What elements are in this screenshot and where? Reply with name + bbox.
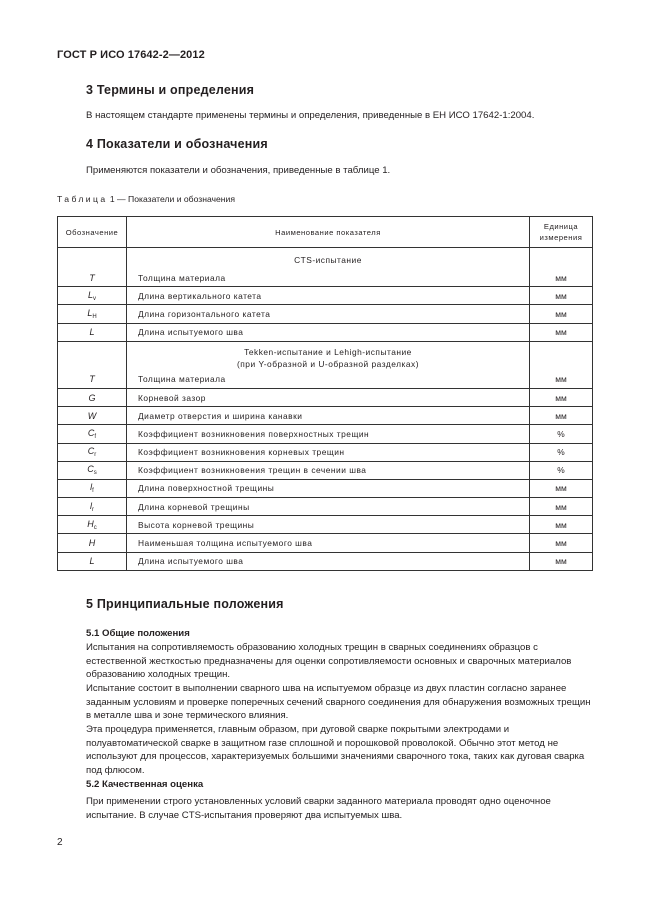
header-name: Наименование показателя xyxy=(127,217,530,248)
table-row xyxy=(58,388,593,406)
section-3-title: 3 Термины и определения xyxy=(86,83,255,97)
table-row xyxy=(58,425,593,443)
section-5-title: 5 Принципиальные положения xyxy=(86,597,284,611)
row-unit: мм xyxy=(530,305,593,323)
row-unit: % xyxy=(530,425,593,443)
row-unit: мм xyxy=(530,407,593,425)
row-unit: мм xyxy=(530,552,593,570)
row-symbol: $L_H$ xyxy=(58,305,127,323)
table-caption-word: Таблица xyxy=(57,194,108,204)
table-row xyxy=(58,498,593,516)
row-unit: мм xyxy=(530,287,593,305)
group-row-tekken xyxy=(58,341,593,371)
group-title-line2: (при Y-образной и U-образной разделках) xyxy=(236,358,420,369)
row-symbol: $l_f$ xyxy=(58,479,127,497)
table-body xyxy=(58,248,593,571)
row-symbol: H xyxy=(58,534,127,552)
section-3-text: В настоящем стандарте применены термины и определения, приведенные в ЕН ИСО 17642-1:2004. xyxy=(86,110,535,121)
group-row-cts xyxy=(58,248,593,270)
row-symbol: T xyxy=(58,269,127,287)
group-title-line1: Tekken-испытание и Lehigh-испытание xyxy=(244,346,412,357)
row-unit: % xyxy=(530,461,593,479)
row-name: Толщина материала xyxy=(127,371,530,389)
section-5-1-p3: Эта процедура применяется, главным образом, при дуговой сварке покрытыми электродами и полуавтоматической сварке в защитном газе сплошной и порошковой проволокой. Обычно этот метод не используют для процессов, характеризуемых большими значениями сварочного тока, таких как дуговая сварка под флюсом. xyxy=(86,724,585,776)
table-row xyxy=(58,534,593,552)
row-symbol: $l_r$ xyxy=(58,498,127,516)
section-5-1-p2: Испытание состоит в выполнении сварного шва на испытуемом образце из двух пластин согласно заранее заданным условиям и проверке поперечных сечений сварного соединения для обнаружения возможных трещин в металле шва и зоне термического влияния. xyxy=(86,683,591,722)
row-unit: мм xyxy=(530,479,593,497)
row-unit: мм xyxy=(530,269,593,287)
row-unit: мм xyxy=(530,534,593,552)
group-title-cts: CTS-испытание xyxy=(127,248,530,270)
document-header: ГОСТ Р ИСО 17642-2—2012 xyxy=(57,49,205,61)
row-name: Длина корневой трещины xyxy=(127,498,530,516)
row-name: Толщина материала xyxy=(127,269,530,287)
table-row xyxy=(58,371,593,389)
header-symbol: Обозначение xyxy=(58,217,127,248)
page-number: 2 xyxy=(57,837,63,848)
row-name: Корневой зазор xyxy=(127,388,530,406)
row-unit: % xyxy=(530,443,593,461)
table-row xyxy=(58,269,593,287)
section-4-text: Применяются показатели и обозначения, приведенные в таблице 1. xyxy=(86,165,391,176)
row-symbol: $H_c$ xyxy=(58,516,127,534)
table-row xyxy=(58,305,593,323)
row-name: Диаметр отверстия и ширина канавки xyxy=(127,407,530,425)
row-symbol: W xyxy=(58,407,127,425)
section-5-2-p1: При применении строго установленных условий сварки заданного материала проводят одно оценочное испытание. В случае CTS-испытания проверяют два испытуемых шва. xyxy=(86,796,551,821)
row-unit: мм xyxy=(530,371,593,389)
row-name: Высота корневой трещины xyxy=(127,516,530,534)
table-caption-text: 1 — Показатели и обозначения xyxy=(109,194,235,204)
group-title-tekken xyxy=(127,341,530,371)
row-name: Длина испытуемого шва xyxy=(127,323,530,341)
section-5-1-title: 5.1 Общие положения xyxy=(86,628,190,639)
section-4-title: 4 Показатели и обозначения xyxy=(86,137,268,151)
table-row xyxy=(58,479,593,497)
row-unit: мм xyxy=(530,516,593,534)
row-symbol: L xyxy=(58,323,127,341)
row-symbol: $C_f$ xyxy=(58,425,127,443)
table-row xyxy=(58,323,593,341)
row-name: Коэффициент возникновения корневых трещин xyxy=(127,443,530,461)
row-symbol: $L_v$ xyxy=(58,287,127,305)
row-name: Длина поверхностной трещины xyxy=(127,479,530,497)
row-unit: мм xyxy=(530,388,593,406)
table-row xyxy=(58,552,593,570)
row-symbol: L xyxy=(58,552,127,570)
row-name: Длина испытуемого шва xyxy=(127,552,530,570)
row-name: Наименьшая толщина испытуемого шва xyxy=(127,534,530,552)
section-5-1-p1: Испытания на сопротивляемость образованию холодных трещин в сварных соединениях образцов с естественной жесткостью предназначены для оценки сопротивляемости основных и сварочных материалов образованию холодных трещин. xyxy=(86,642,572,681)
row-symbol: G xyxy=(58,388,127,406)
row-name: Коэффициент возникновения трещин в сечении шва xyxy=(127,461,530,479)
table-row xyxy=(58,407,593,425)
table-caption xyxy=(57,194,235,204)
table-row xyxy=(58,461,593,479)
table-row xyxy=(58,443,593,461)
row-name: Коэффициент возникновения поверхностных трещин xyxy=(127,425,530,443)
parameters-table xyxy=(57,216,593,571)
row-name: Длина горизонтального катета xyxy=(127,305,530,323)
row-name: Длина вертикального катета xyxy=(127,287,530,305)
header-unit: Единица измерения xyxy=(530,217,593,248)
table-row xyxy=(58,287,593,305)
table-row xyxy=(58,516,593,534)
row-unit: мм xyxy=(530,498,593,516)
row-unit: мм xyxy=(530,323,593,341)
section-5-2-title: 5.2 Качественная оценка xyxy=(86,779,204,790)
row-symbol: $C_r$ xyxy=(58,443,127,461)
row-symbol: $C_s$ xyxy=(58,461,127,479)
row-symbol: T xyxy=(58,371,127,389)
